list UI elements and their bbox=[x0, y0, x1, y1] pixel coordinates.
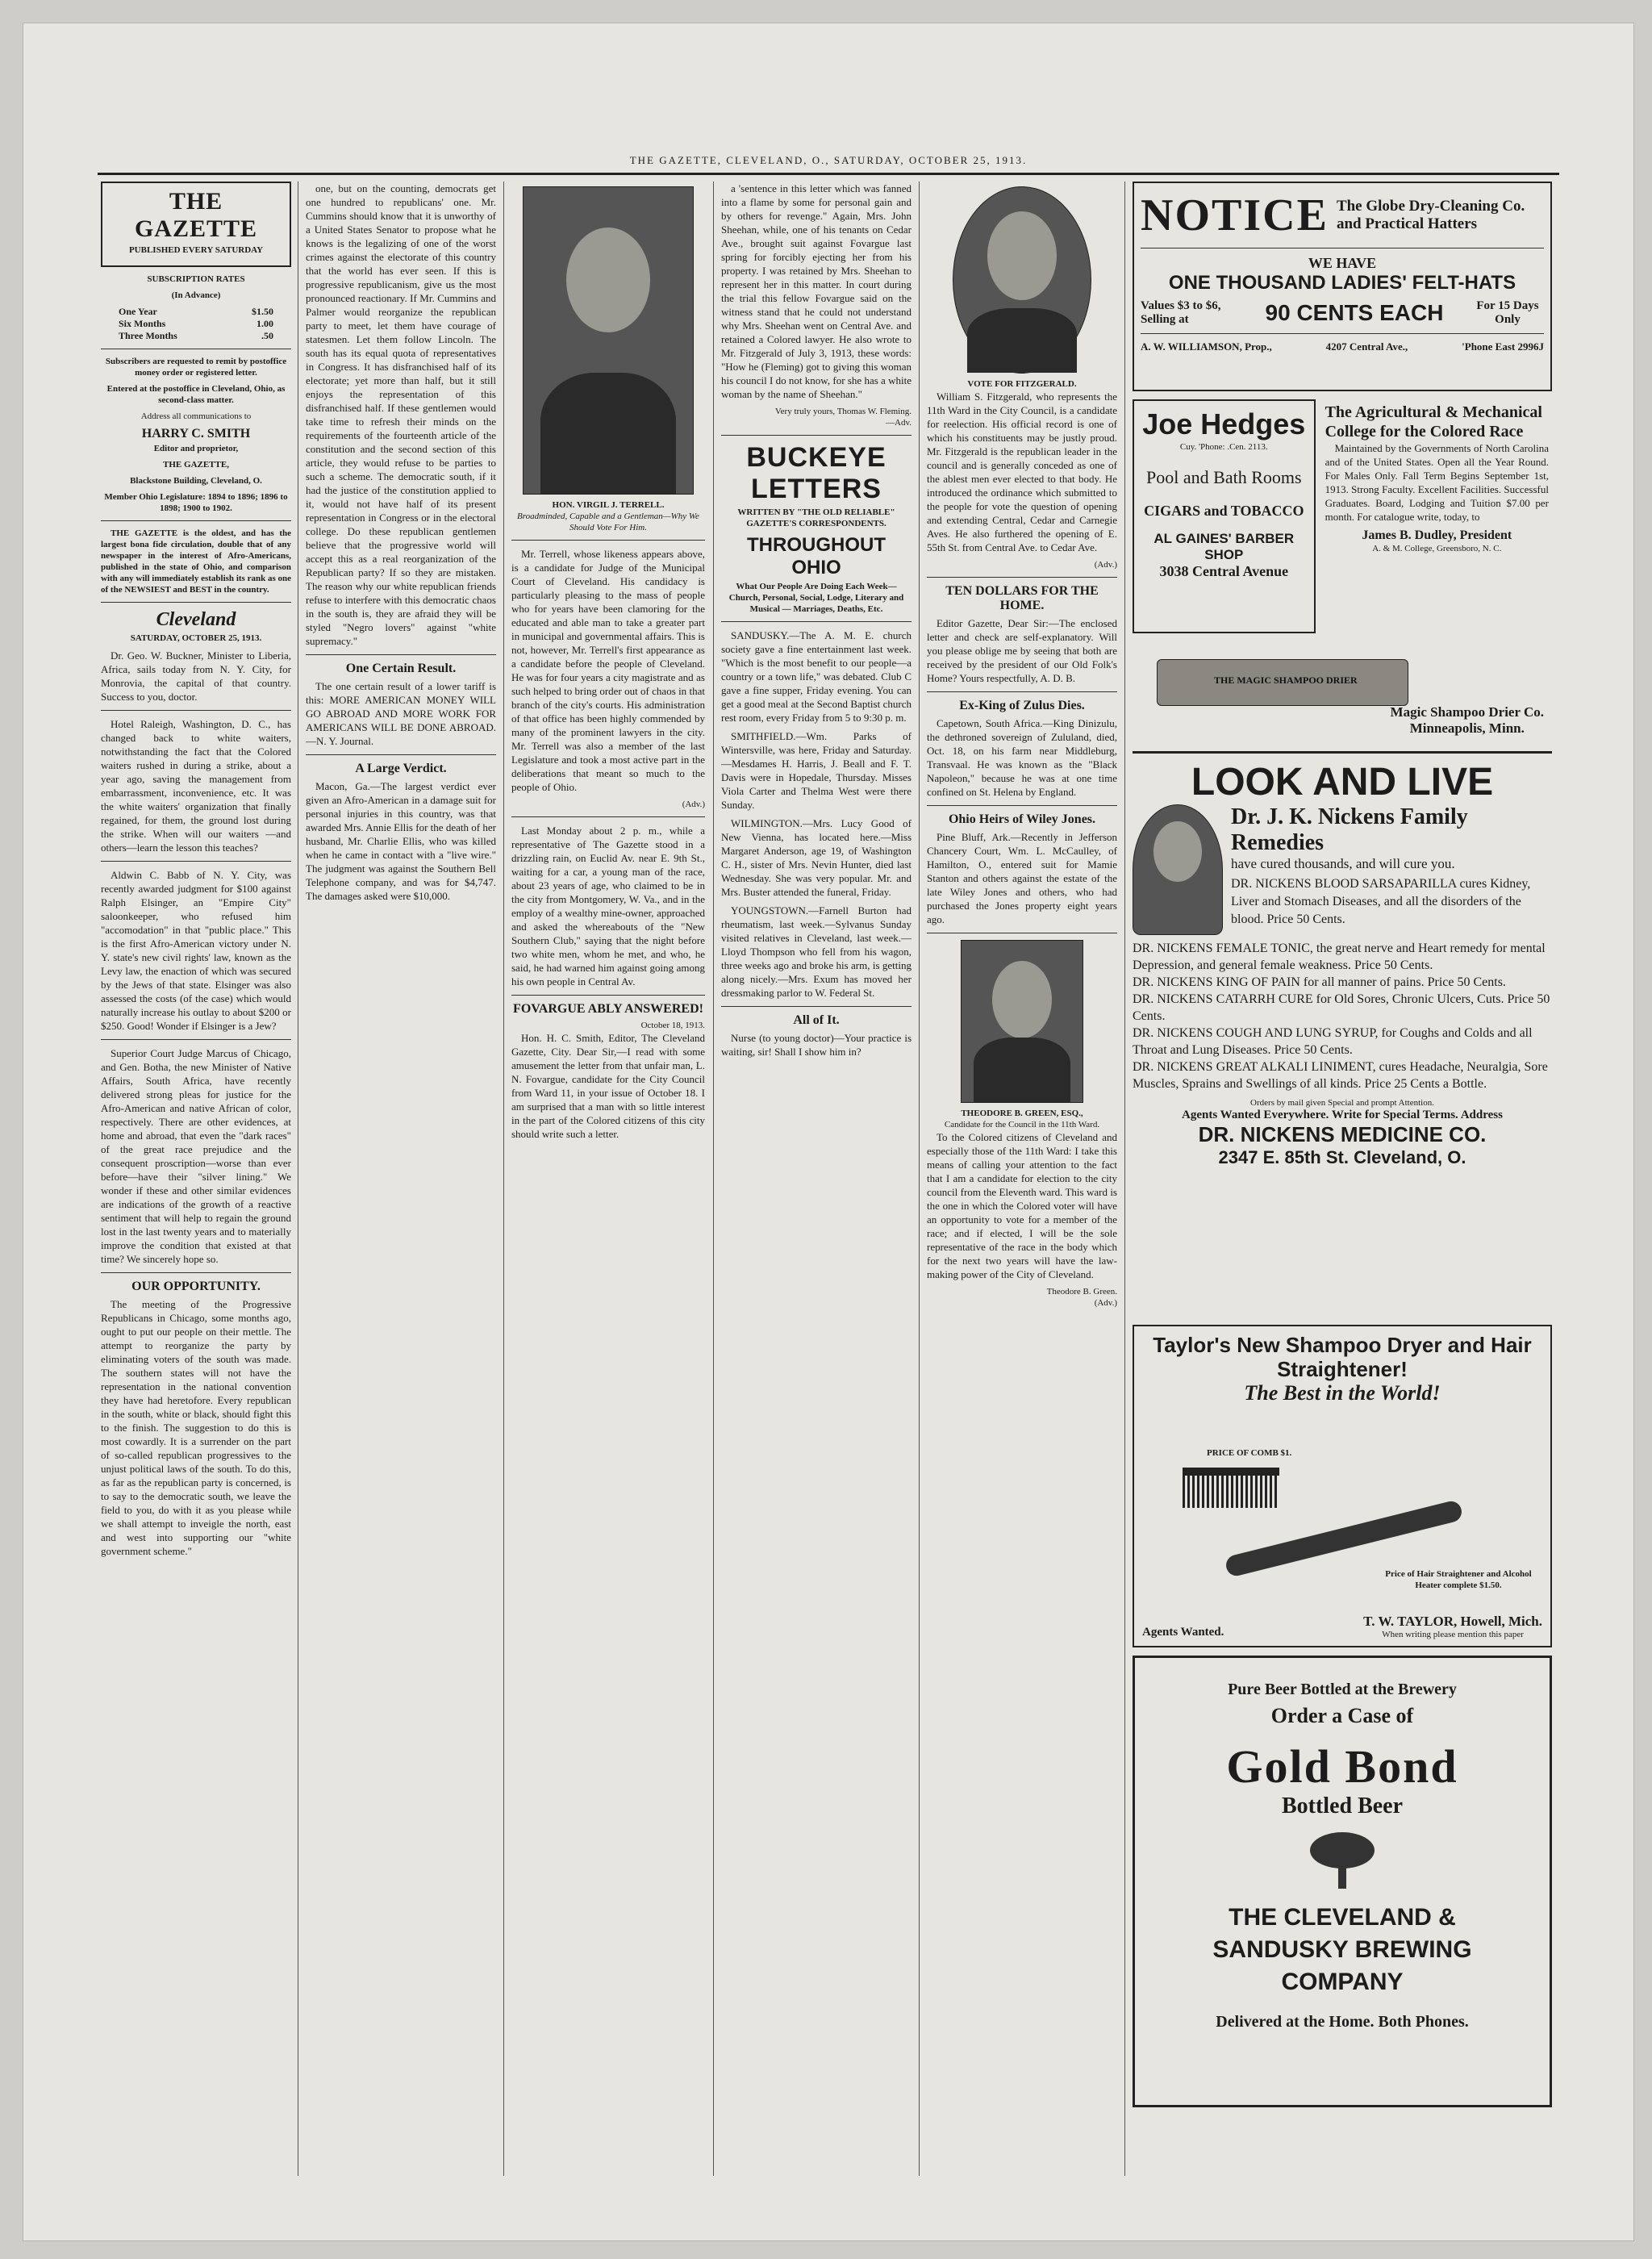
notice-entered: Entered at the postoffice in Cleveland, Ohio, as second-class matter. bbox=[106, 384, 286, 405]
article-heading: TEN DOLLARS FOR THE HOME. bbox=[945, 584, 1099, 612]
tree-icon bbox=[1298, 1832, 1387, 1889]
header-rule bbox=[98, 173, 1559, 175]
magic-maker: Magic Shampoo Drier Co. Minneapolis, Minn. bbox=[1390, 704, 1544, 736]
adv-tag: —Adv. bbox=[886, 418, 912, 428]
article-body: William S. Fitzgerald, who represents the 11th Ward in the City Council, is a candidate for reelection. His official record is one of which his constituents may be justly proud. Mr. Fitzgerald is the republican leader in the council and is generally conceded as one of the ablest men ever elected to that body. He introduced the ordinance which submitted to the people for vote the question of opening and extending Central, Cedar and Carnegie Aves. He also furthered the opening of E. 55th St. from Central Ave. to Cedar Ave. bbox=[927, 390, 1117, 553]
notice-we-have: WE HAVE bbox=[1308, 255, 1377, 271]
article-body: The meeting of the Progressive Republicans in Chicago, some months ago, ought to put our people on their mettle. The attempt to reorganize the party by eliminating voters of the south was made. The southern states will not have the representation in the national convention they have had heretofore. Every republican in the south, white or black, should fight this to the finish. The suggestion to do this is most cowardly. It is a surrender on the part of so-called republican progressives to the unjust political laws of the south. To do this, as far as the republican party is concerned, is to say to the democratic south, we leave the field to you, do with it as you please while we shall attempt to inveigle the north, east and west into supporting our "white government scheme." bbox=[101, 1298, 291, 1557]
rate-row: One Year $1.50 bbox=[119, 306, 273, 317]
taylor-agents: Agents Wanted. bbox=[1142, 1626, 1224, 1639]
nickens-address: 2347 E. 85th St. Cleveland, O. bbox=[1218, 1147, 1466, 1167]
rates-table bbox=[101, 306, 291, 342]
article-body: To the Colored citizens of Cleveland and especially those of the 11th Ward: I take this means of calling your attention to the fact that I am a candidate for election to the city council from the Eleventh ward. This ward is the one in which the Colored voter will have an opportunity to vote for a member of the race; and if elected, I will be the sole representative of the race in the body which for the next two years will have the law-making power of the City of Cleveland. bbox=[927, 1131, 1117, 1280]
rates-sub: (In Advance) bbox=[171, 290, 221, 300]
nickens-orders: Orders by mail given Special and prompt Attention. bbox=[1250, 1098, 1434, 1108]
photo-subcaption: Broadminded, Capable and a Gentleman—Why We Should Vote For Him. bbox=[517, 512, 699, 532]
dateline: October 18, 1913. bbox=[640, 1021, 705, 1030]
paper-name: THE GAZETTE, bbox=[163, 460, 229, 470]
legislature: Member Ohio Legislature: 1894 to 1896; 1896 to 1898; 1900 to 1902. bbox=[104, 492, 288, 513]
circulation-claim: THE GAZETTE is the oldest, and has the largest bona fide circulation, double that of any newspaper in the interest of Afro-Americans, published in the state of Ohio, and comparison with any will immediately establish its rank as one of the NEWSIEST and BEST in the country. bbox=[101, 528, 291, 595]
portrait-nickens bbox=[1133, 804, 1223, 935]
newspaper-page bbox=[23, 23, 1634, 2241]
notice-prop: A. W. WILLIAMSON, Prop., bbox=[1141, 340, 1272, 353]
ad-row bbox=[1133, 399, 1552, 641]
ad-nickens bbox=[1133, 760, 1552, 1325]
news-item: Dr. Geo. W. Buckner, Minister to Liberia, Africa, sails today from N. Y. City, for Monrovia, the capital of that country. Success to you, doctor. bbox=[101, 649, 291, 703]
town-letter: YOUNGSTOWN.—Farnell Burton had rheumatism, last week.—Sylvanus Sunday visited relatives in Cleveland, last week.—Lloyd Thompson who fell from his wagon, three weeks ago and broke his arm, is getting along nicely.—Mrs. Exum has moved her dressmaking parlor to W. Federal St. bbox=[721, 904, 912, 999]
notice-phone: 'Phone East 2996J bbox=[1462, 340, 1544, 353]
town-letter: WILMINGTON.—Mrs. Lucy Good of New Vienna, has located here.—Miss Margaret Anderson, age 19, of Washington C. H., sister of Mrs. Nevin Hunter, died last Wednesday. She was very popular. Mr. and Mrs. Buster attended the funeral, Friday. bbox=[721, 817, 912, 898]
article-body: Mr. Terrell, whose likeness appears above, is a candidate for Judge of the Municipal Court of Cleveland. His candidacy is particularly pleasing to the mass of people who for years have been clamoring for the educated and able man to take a greater part in municipal and governmental affairs. This is not, however, Mr. Terrell's first appearance as a candidate before the people of Cleveland. He was for four years a city magistrate and as such helped to bring order out of chaos in that branch of the city's courts. His administration of that office has been highly commended by many of the prominent lawyers in the city. Mr. Terrell was also a member of the last Legislature and took a most active part in the deliberations that meant so much to the people of Ohio. bbox=[511, 548, 705, 793]
column-rule bbox=[713, 182, 714, 2176]
beer-line1: Pure Beer Bottled at the Brewery bbox=[1228, 1681, 1457, 1698]
issue-date: SATURDAY, OCTOBER 25, 1913. bbox=[130, 633, 262, 643]
article-heading: One Certain Result. bbox=[345, 662, 457, 675]
notice-title: NOTICE bbox=[1141, 190, 1329, 240]
rates-title: SUBSCRIPTION RATES bbox=[147, 274, 245, 284]
hedges-pool: Pool and Bath Rooms bbox=[1146, 467, 1302, 487]
look-title: LOOK AND LIVE bbox=[1191, 761, 1494, 804]
college-body: Maintained by the Governments of North Carolina and of the United States. Open all the Year Round. For Males Only. Fall Term Begins September 1st, 1913. Strong Faculty. Excellent Facilities. Successful Graduates. Board, Lodging and Tuition $7.00 per month. For catalogue write, today, to bbox=[1325, 442, 1549, 523]
taylor-mention: When writing please mention this paper bbox=[1382, 1630, 1524, 1639]
nickens-company: DR. NICKENS MEDICINE CO. bbox=[1198, 1122, 1487, 1146]
portrait-terrell bbox=[523, 186, 694, 495]
beer-line2: Order a Case of bbox=[1270, 1704, 1414, 1727]
adv-tag: (Adv.) bbox=[1094, 560, 1117, 570]
adv-tag: (Adv.) bbox=[682, 800, 705, 809]
adv-tag: (Adv.) bbox=[1094, 1298, 1117, 1308]
taylor-comb-price: PRICE OF COMB $1. bbox=[1207, 1448, 1292, 1458]
column-5 bbox=[927, 182, 1117, 2174]
article-heading: Ohio Heirs of Wiley Jones. bbox=[948, 812, 1096, 826]
notice-offer: ONE THOUSAND LADIES' FELT-HATS bbox=[1168, 272, 1516, 294]
joke-heading: All of It. bbox=[793, 1013, 840, 1027]
news-item: Hotel Raleigh, Washington, D. C., has changed back to white waiters, notwithstanding the fact that the Colored waiters rushed in during a strike, about a year ago, saving the management from embarrassment, inconvenience, etc. It was the white waiters' organization that finally regained, for them, the ground lost during the strike. When will our waiters —and others—learn the lesson this teaches? bbox=[101, 718, 291, 854]
running-head: THE GAZETTE, CLEVELAND, O., SATURDAY, OCTOBER 25, 1913. bbox=[629, 154, 1028, 166]
notice-values: Values $3 to $6, Selling at bbox=[1141, 299, 1221, 326]
article-heading: FOVARGUE ABLY ANSWERED! bbox=[513, 1002, 703, 1016]
editor-name: HARRY C. SMITH bbox=[141, 427, 251, 441]
throughout-sub: What Our People Are Doing Each Week—Church, Personal, Social, Lodge, Literary and Musical — Marriages, Deaths, Etc. bbox=[728, 582, 904, 614]
town-letter: SMITHFIELD.—Wm. Parks of Wintersville, was here, Friday and Saturday.—Mesdames H. Harris, J. Beall and F. T. Davis were in Hopedale, Thursday. Misses Viola Carter and Thelma West were there Sunday. bbox=[721, 730, 912, 811]
article-body: Macon, Ga.—The largest verdict ever given an Afro-American in a damage suit for personal injuries in this country, was that awarded Mrs. Annie Ellis for the death of her husband, Mr. Charlie Ellis, who was killed when he came in contact with a "live wire." The judgment was against the Southern Bell Telephone company, and was for $4,747. The damages asked were $10,000. bbox=[306, 780, 496, 902]
rate-row: Six Months 1.00 bbox=[119, 318, 273, 329]
news-item: Superior Court Judge Marcus of Chicago, and Gen. Botha, the new Minister of Native Affairs, South Africa, have recently delivered strong pleas for justice for the Afro-American and native African of color, respectively. There are other evidences, at home and abroad, that even the "dark races" of the great race prejudice and the consequent proscription—worse than ever before—have their "silver lining." We wonder if these and other similar evidences are indications of the growth of a reactive sentiment that will help to regain the ground lost in the last twenty years and to materially improve the condition that existed at that time? We sincerely hope so. bbox=[101, 1047, 291, 1265]
remedy-item: DR. NICKENS GREAT ALKALI LINIMENT, cures Headache, Neuralgia, Sore Muscles, Sprains and Swellings of all kinds. Price 25 Cents a Bottle. bbox=[1133, 1060, 1548, 1091]
signature: Theodore B. Green. bbox=[1046, 1287, 1117, 1297]
barber-shop: AL GAINES' BARBER SHOP bbox=[1153, 531, 1295, 562]
joke-body: Nurse (to young doctor)—Your practice is waiting, sir! Shall I show him in? bbox=[721, 1032, 912, 1058]
photo-caption: HON. VIRGIL J. TERRELL. bbox=[552, 500, 665, 510]
remedy-item: DR. NICKENS COUGH AND LUNG SYRUP, for Coughs and Colds and all Throat and Lung Diseases. Price 50 Cents. bbox=[1133, 1026, 1533, 1057]
barber-address: 3038 Central Avenue bbox=[1159, 563, 1289, 579]
masthead-title: THE GAZETTE bbox=[134, 188, 258, 242]
ad-taylor bbox=[1133, 1325, 1552, 1647]
hedges-phone: Cuy. 'Phone: .Cen. 2113. bbox=[1179, 442, 1268, 452]
remedy-item: DR. NICKENS FEMALE TONIC, the great nerve and Heart remedy for mental Depression, and general female weakness. Price 50 Cents. bbox=[1133, 942, 1546, 972]
throughout-ohio: THROUGHOUT OHIO bbox=[747, 534, 886, 578]
photo-caption: THEODORE B. GREEN, ESQ., bbox=[961, 1109, 1083, 1118]
remedy-item: DR. NICKENS CATARRH CURE for Old Sores, Chronic Ulcers, Cuts. Price 50 Cents. bbox=[1133, 992, 1550, 1023]
column-2 bbox=[306, 182, 496, 2174]
notice-company: The Globe Dry-Cleaning Co. and Practical Hatters bbox=[1336, 198, 1525, 232]
drier-illustration: THE MAGIC SHAMPOO DRIER bbox=[1157, 659, 1408, 706]
photo-subcaption: Candidate for the Council in the 11th Ward. bbox=[944, 1120, 1100, 1130]
ad-globe-notice bbox=[1133, 182, 1552, 391]
notice-remit: Subscribers are requested to remit by postoffice money order or registered letter. bbox=[105, 357, 287, 378]
column-1 bbox=[101, 182, 291, 2174]
buckeye-letters-title: BUCKEYE LETTERS bbox=[746, 442, 886, 504]
signature: Very truly yours, Thomas W. Fleming. bbox=[774, 407, 912, 416]
rate-row: Three Months .50 bbox=[119, 330, 273, 341]
building: Blackstone Building, Cleveland, O. bbox=[130, 476, 262, 486]
article-body: Last Monday about 2 p. m., while a representative of The Gazette stood in a drizzling rain, on Euclid Av. near E. 9th St., waiting for a car, a young man of the race, about 23 years of age, who claimed to be in the city from Montgomery, W. Va., and in the employ of a wealthy mine-owner, approached and asked the whereabouts of the "New Southern Club," saying that the night before two white men, whom he met, and who, he said, he had warned him against going among his own people in Central Av. bbox=[511, 825, 705, 988]
article-body: Capetown, South Africa.—King Dinizulu, the dethroned sovereign of Zululand, died, Oct. 18, on his farm near Middleburg, Transvaal. He was known as the "Black Napoleon," because he was at one time confined on St. Helena by England. bbox=[927, 717, 1117, 798]
ad-magic-shampoo bbox=[1133, 648, 1552, 745]
portrait-green bbox=[961, 940, 1083, 1103]
column-3 bbox=[511, 182, 705, 2174]
editor-title: Editor and proprietor, bbox=[153, 444, 239, 453]
ad-joe-hedges bbox=[1133, 399, 1316, 633]
article-heading: Ex-King of Zulus Dies. bbox=[959, 699, 1085, 712]
nickens-remedies bbox=[1133, 940, 1552, 1092]
college-president: James B. Dudley, President bbox=[1362, 528, 1512, 542]
taylor-title: Taylor's New Shampoo Dryer and Hair Straightener! bbox=[1153, 1333, 1532, 1381]
hedges-name: Joe Hedges bbox=[1142, 407, 1306, 441]
article-body: a 'sentence in this letter which was fanned into a flame by some for personal gain and by others for revenge." Again, Mrs. John Sheehan, while, one of his tenants on Cedar Ave., brought suit against Fovargue last spring for forcibly ejecting her from his property. I was retained by Mrs. Sheehan to represent her in this matter. In court during the trial this fellow Fovargue said on the witness stand that he could not understand why Mrs. Sheehan went on Central Ave. and retained a Colored lawyer. He also wrote to Mr. Fitzgerald of July 3, 1913, these words: "How he (Fleming) got to giving this woman his council I do not know, for she has a white woman by the name of Sheehan." bbox=[721, 182, 912, 400]
college-title: The Agricultural & Mechanical College for the Colored Race bbox=[1325, 403, 1542, 441]
beer-brand: Gold Bond bbox=[1226, 1740, 1458, 1793]
column-rule bbox=[503, 182, 504, 2176]
news-item: Aldwin C. Babb of N. Y. City, was recently awarded judgment for $100 against Ralph Elsinger, an "Empire City" saloonkeeper, who refused him "accomodation" in that "public place." This is the first Afro-American victory under N. Y. state's new civil rights' law, known as the Levy law, the enaction of which was secured by the Jews of that state. Elsinger was also assessed the costs (of the case) which would naturally increase his outlay to about $200 or $250. Good! Wonder if Elsinger is a Jew? bbox=[101, 869, 291, 1032]
college-place: A. & M. College, Greensboro, N. C. bbox=[1372, 544, 1502, 553]
article-body: one, but on the counting, democrats get one hundred to republicans' one. Mr. Cummins should know that it is unworthy of a United States Senator to propose what he knows is the legalizing of one of the worst crimes against the electorate of this country that the world has ever seen. If this is progressive republicanism, give us the most pronounced reactionary. If Mr. Cummins and Palmer would reorganize the republican party to meet, let them have courage of statesmen. Let them follow Lincoln. The south has its equal quota of representatives in Congress. It has disfranchised half of its electorate; yet more than half, but it still enjoys the representation of this disfranchised half. If these gentlemen would take time to refresh their minds on the requirements of the fourteenth article of the constitution and the second section of this article, they would refuse to be parties to such a scheme. The democratic south, if it had the justice of the constitution applied to it, would not have half of its present representation in Congress or in the electoral college. Do these republican gentlemen believe that the progressive world will accept this as a real reorganization of the Republican party? If so they are mistaken. The reason why our white republican friends refuse to interfere with this democratic chaos in the south is, they are afraid they will be styled "Negro lovers" against "white supremacy." bbox=[306, 182, 496, 647]
taylor-straightener-price: Price of Hair Straightener and Alcohol Heater complete $1.50. bbox=[1385, 1569, 1532, 1590]
beer-line3: Bottled Beer bbox=[1281, 1793, 1404, 1818]
nickens-doctor: Dr. J. K. Nickens Family Remedies bbox=[1231, 804, 1468, 855]
ad-college bbox=[1322, 399, 1552, 641]
column-rule bbox=[1124, 182, 1125, 2176]
buckeye-sub: WRITTEN BY "THE OLD RELIABLE" GAZETTE'S CORRESPONDENTS. bbox=[737, 507, 895, 528]
ad-gold-bond bbox=[1133, 1656, 1552, 2107]
column-rule bbox=[919, 182, 920, 2176]
article-body: The one certain result of a lower tariff is this: MORE AMERICAN MONEY WILL GO ABROAD AND MORE WORK FOR AMERICANS WILL BE DONE ABROAD.—N. Y. Journal. bbox=[306, 680, 496, 747]
column-4 bbox=[721, 182, 912, 2174]
portrait-fitzgerald bbox=[953, 186, 1091, 374]
nickens-doctor-sub: have cured thousands, and will cure you. bbox=[1231, 856, 1455, 871]
hedges-cigars: CIGARS and TOBACCO bbox=[1144, 503, 1304, 519]
city-logo: Cleveland bbox=[156, 609, 236, 630]
remedy-item: DR. NICKENS KING OF PAIN for all manner of pains. Price 50 Cents. bbox=[1133, 975, 1506, 989]
ads-column bbox=[1133, 182, 1552, 2174]
nickens-sarsaparilla: DR. NICKENS BLOOD SARSAPARILLA cures Kidney, Liver and Stomach Diseases, and all the disorders of the blood. Price 50 Cents. bbox=[1231, 877, 1531, 926]
article-body: Editor Gazette, Dear Sir:—The enclosed letter and check are self-explanatory. Will you please oblige me by seeing that both are received by the president of our Old Folk's Home? Yours respectfully, A. D. B. bbox=[927, 617, 1117, 684]
notice-price: 90 CENTS EACH bbox=[1265, 300, 1444, 325]
taylor-name: T. W. TAYLOR, Howell, Mich. bbox=[1363, 1614, 1542, 1629]
address-label: Address all communications to bbox=[140, 411, 252, 421]
beer-delivered: Delivered at the Home. Both Phones. bbox=[1216, 2013, 1469, 2031]
taylor-best: The Best in the World! bbox=[1244, 1381, 1441, 1405]
beer-company: THE CLEVELAND & SANDUSKY BREWING COMPANY bbox=[1212, 1904, 1472, 1995]
town-letter: SANDUSKY.—The A. M. E. church society gave a fine entertainment last week. "Which is the most benefit to our people—a country or a town life," was debated. Club C gave a fine supper, Friday evening. You can get a good meal at the Second Baptist church rest room, every Friday from 5 to 9:30 p. m. bbox=[721, 629, 912, 724]
nickens-agents: Agents Wanted Everywhere. Write for Special Terms. Address bbox=[1182, 1109, 1503, 1121]
article-heading: OUR OPPORTUNITY. bbox=[131, 1280, 261, 1293]
article-heading: A Large Verdict. bbox=[355, 762, 447, 775]
masthead-subtitle: PUBLISHED EVERY SATURDAY bbox=[128, 245, 264, 255]
straightener-illustration bbox=[1224, 1499, 1463, 1578]
photo-caption: VOTE FOR FITZGERALD. bbox=[967, 379, 1077, 389]
masthead-box bbox=[101, 182, 291, 267]
comb-illustration bbox=[1183, 1468, 1279, 1508]
notice-days: For 15 Days Only bbox=[1476, 299, 1539, 326]
article-body: Pine Bluff, Ark.—Recently in Jefferson Chancery Court, Wm. L. McCaulley, of Hamilton, O., entered suit for Mamie Stanton and others against the estate of the late Wiley Jones and others, who had purchased the Jones property eight years ago. bbox=[927, 831, 1117, 925]
article-body: Hon. H. C. Smith, Editor, The Cleveland Gazette, City. Dear Sir,—I read with some amusement the letter from that unfair man, L. N. Fovargue, candidate for the City Council from Ward 11, in your issue of October 18. I am surprised that a man with so little interest in the part of the Colored citizens of this city should write such a letter. bbox=[511, 1032, 705, 1140]
notice-address: 4207 Central Ave., bbox=[1325, 340, 1408, 353]
